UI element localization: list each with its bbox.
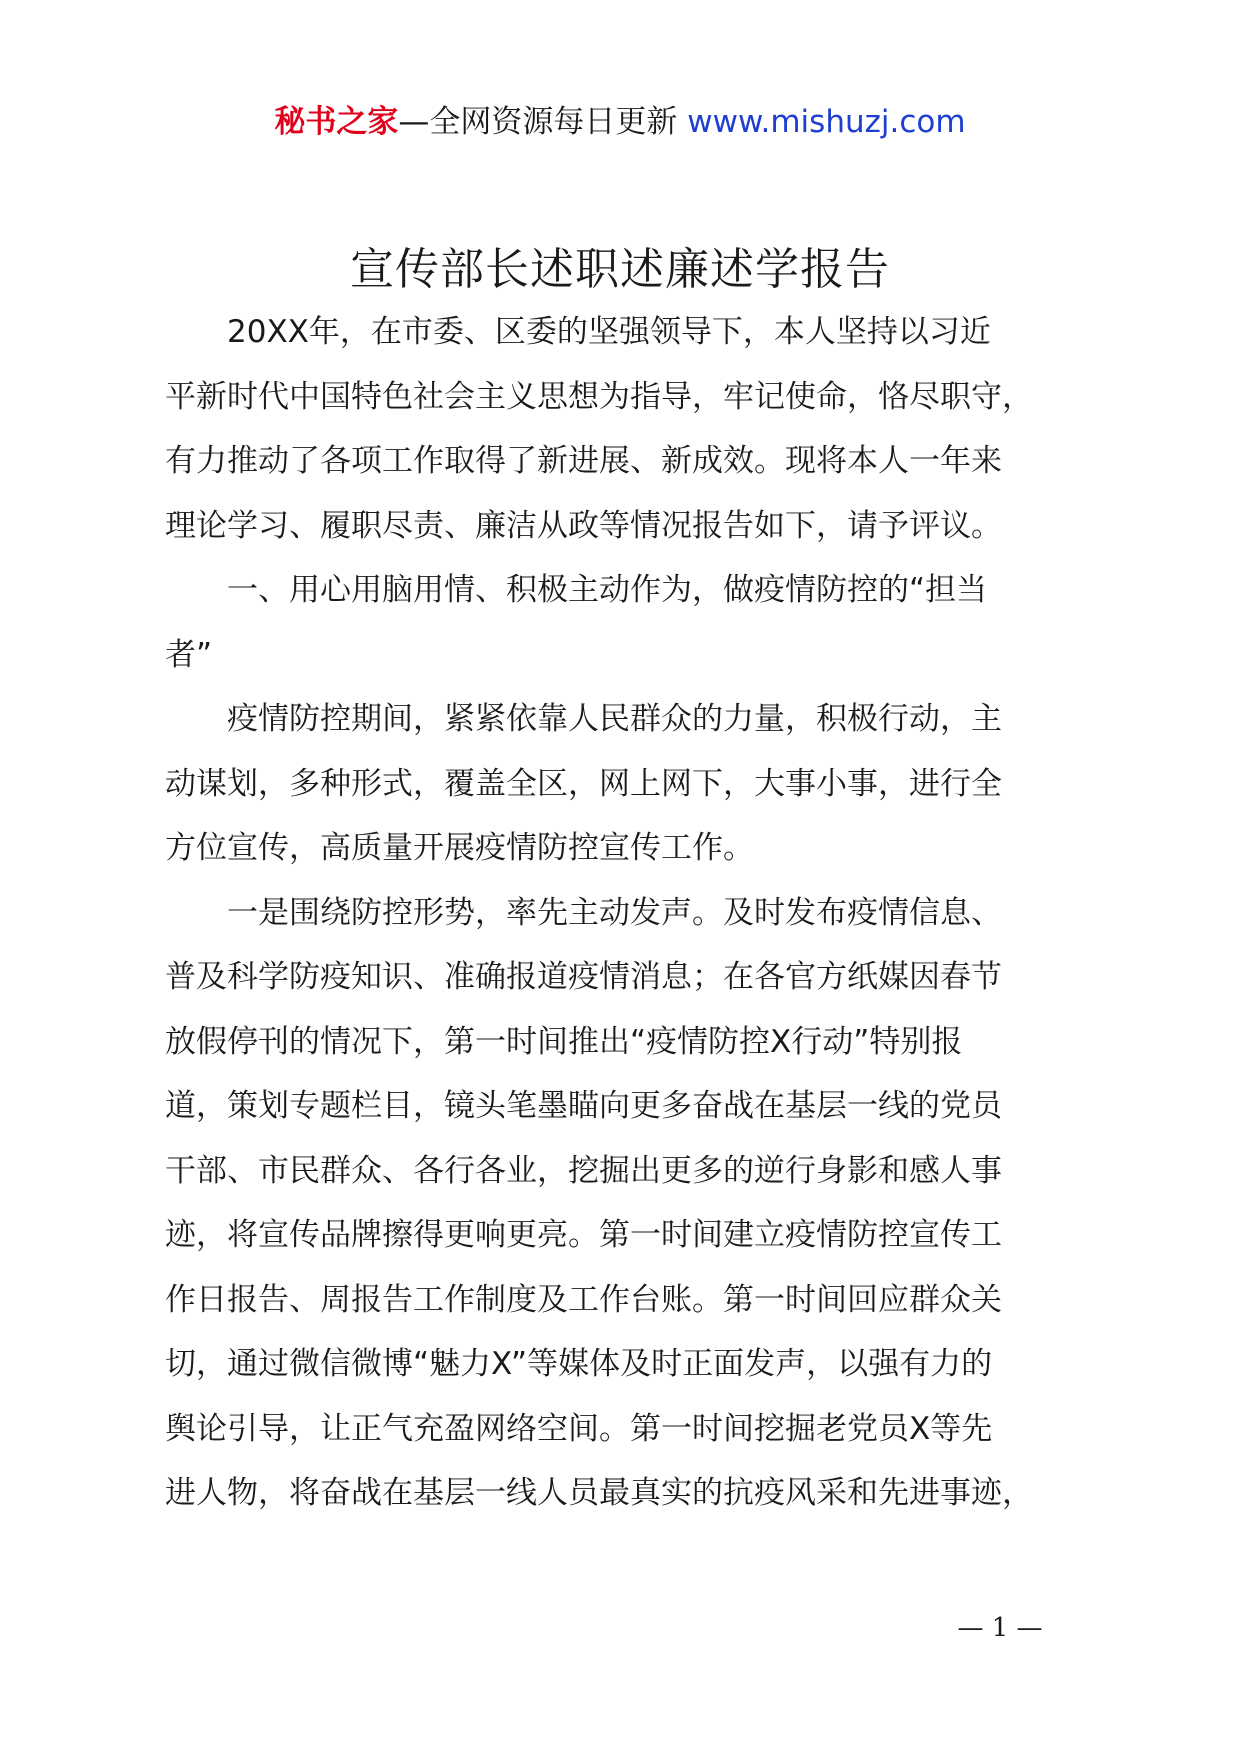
document-body bbox=[165, 300, 1100, 1526]
site-url-link[interactable]: www.mishuzj.com bbox=[687, 104, 966, 140]
document-title: 宣传部长述职述廉述学报告 bbox=[350, 244, 890, 295]
brand-name: 秘书之家 bbox=[274, 104, 399, 140]
header-tagline: —全网资源每日更新 bbox=[398, 104, 678, 140]
paragraph-intro: 20XX年，在市委、区委的坚强领导下，本人坚持以习近 平新时代中国特色社会主义思想为指导，牢记使命，恪尽职守， 有力推动了各项工作取得了新进展、新成效。现将本人一年来 理论学习、履职尽责、廉洁从政等情况报告如下，请予评议。 bbox=[165, 314, 1033, 544]
site-header bbox=[0, 100, 1240, 144]
page-number: — 1 — bbox=[957, 1613, 1043, 1643]
section-heading-1: 一、用心用脑用情、积极主动作为，做疫情防控的“担当 者” bbox=[165, 572, 988, 673]
paragraph-point-one: 一是围绕防控形势，率先主动发声。及时发布疫情信息、 普及科学防疫知识、准确报道疫情消息；在各官方纸媒因春节 放假停刊的情况下，第一时间推出“疫情防控X行动”特别报 道，策划专题栏目，镜头笔墨瞄向更多奋战在基层一线的党员 干部、市民群众、各行各业，挖掘出更多的逆行身影和感人事 迹，将宣传品牌擦得更响更亮。第一时间建立疫情防控宣传工 作日报告、周报告工作制度及工作台账。第一时间回应群众关 切，通过微信微博“魅力X”等媒体及时正面发声，以强有力的 舆论引导，让正气充盈网络空间。第一时间挖掘老党员X等先 进人物，将奋战在基层一线人员最真实的抗疫风采和先进事迹， bbox=[165, 894, 1033, 1511]
paragraph-epidemic-summary: 疫情防控期间，紧紧依靠人民群众的力量，积极行动，主 动谋划，多种形式，覆盖全区，网上网下，大事小事，进行全 方位宣传，高质量开展疫情防控宣传工作。 bbox=[165, 701, 1002, 866]
